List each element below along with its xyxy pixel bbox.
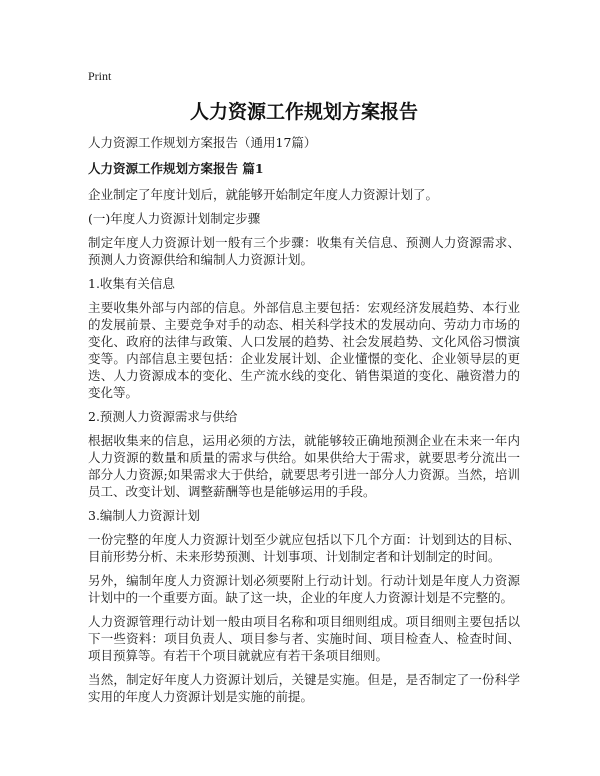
paragraph-forecast: 根据收集来的信息，运用必须的方法，就能够较正确地预测企业在未来一年内人力资源的数量和质量的需求与供给。如果供给大于需求，就要思考分流出一部分人力资源;如果需求大于供给，就要思考引进一部分人力资源。当然，培训员工、改变计划、调整薪酬等也是能够运用的手段。: [88, 433, 520, 499]
print-link[interactable]: Print: [88, 69, 112, 83]
subheading-forecast: 2.预测人力资源需求与供给: [88, 409, 238, 424]
document-subtitle: 人力资源工作规划方案报告（通用17篇）: [88, 135, 317, 150]
document-title: 人力资源工作规划方案报告: [189, 101, 418, 123]
document-body: [88, 68, 520, 712]
paragraph-collect-info: 主要收集外部与内部的信息。外部信息主要包括：宏观经济发展趋势、本行业的发展前景、主要竞争对手的动态、相关科学技术的发展动向、劳动力市场的变化、政府的法律与政策、人口发展的趋势、社会发展趋势、文化风俗习惯演变等。内部信息主要包括：企业发展计划、企业懂憬的变化、企业领导层的更迭、人力资源成本的变化、生产流水线的变化、销售渠道的变化、融资潜力的变化等。: [88, 300, 520, 400]
subheading-compile-plan: 3.编制人力资源计划: [88, 508, 200, 523]
paragraph-action-plan: 另外，编制年度人力资源计划必须要附上行动计划。行动计划是年度人力资源计划中的一个重要方面。缺了这一块，企业的年度人力资源计划是不完整的。: [88, 573, 520, 605]
subheading-collect-info: 1.收集有关信息: [88, 276, 175, 291]
subheading-steps: (一)年度人力资源计划制定步骤: [88, 211, 261, 226]
paragraph-plan-contents: 一份完整的年度人力资源计划至少就应包括以下几个方面：计划到达的目标、目前形势分析、未来形势预测、计划事项、计划制定者和计划制定的时间。: [88, 532, 520, 564]
paragraph-intro: 企业制定了年度计划后，就能够开始制定年度人力资源计划了。: [88, 187, 439, 202]
paragraph-steps: 制定年度人力资源计划一般有三个步骤：收集有关信息、预测人力资源需求、预测人力资源供给和编制人力资源计划。: [88, 235, 520, 267]
paragraph-project-details: 人力资源管理行动计划一般由项目名称和项目细则组成。项目细则主要包括以下一些资料：项目负责人、项目参与者、实施时间、项目检查人、检查时间、项目预算等。有若干个项目就就应有若干条项目细则。: [88, 614, 520, 663]
paragraph-implementation: 当然，制定好年度人力资源计划后，关键是实施。但是，是否制定了一份科学实用的年度人力资源计划是实施的前提。: [88, 672, 520, 704]
section-heading: 人力资源工作规划方案报告 篇1: [88, 161, 264, 176]
